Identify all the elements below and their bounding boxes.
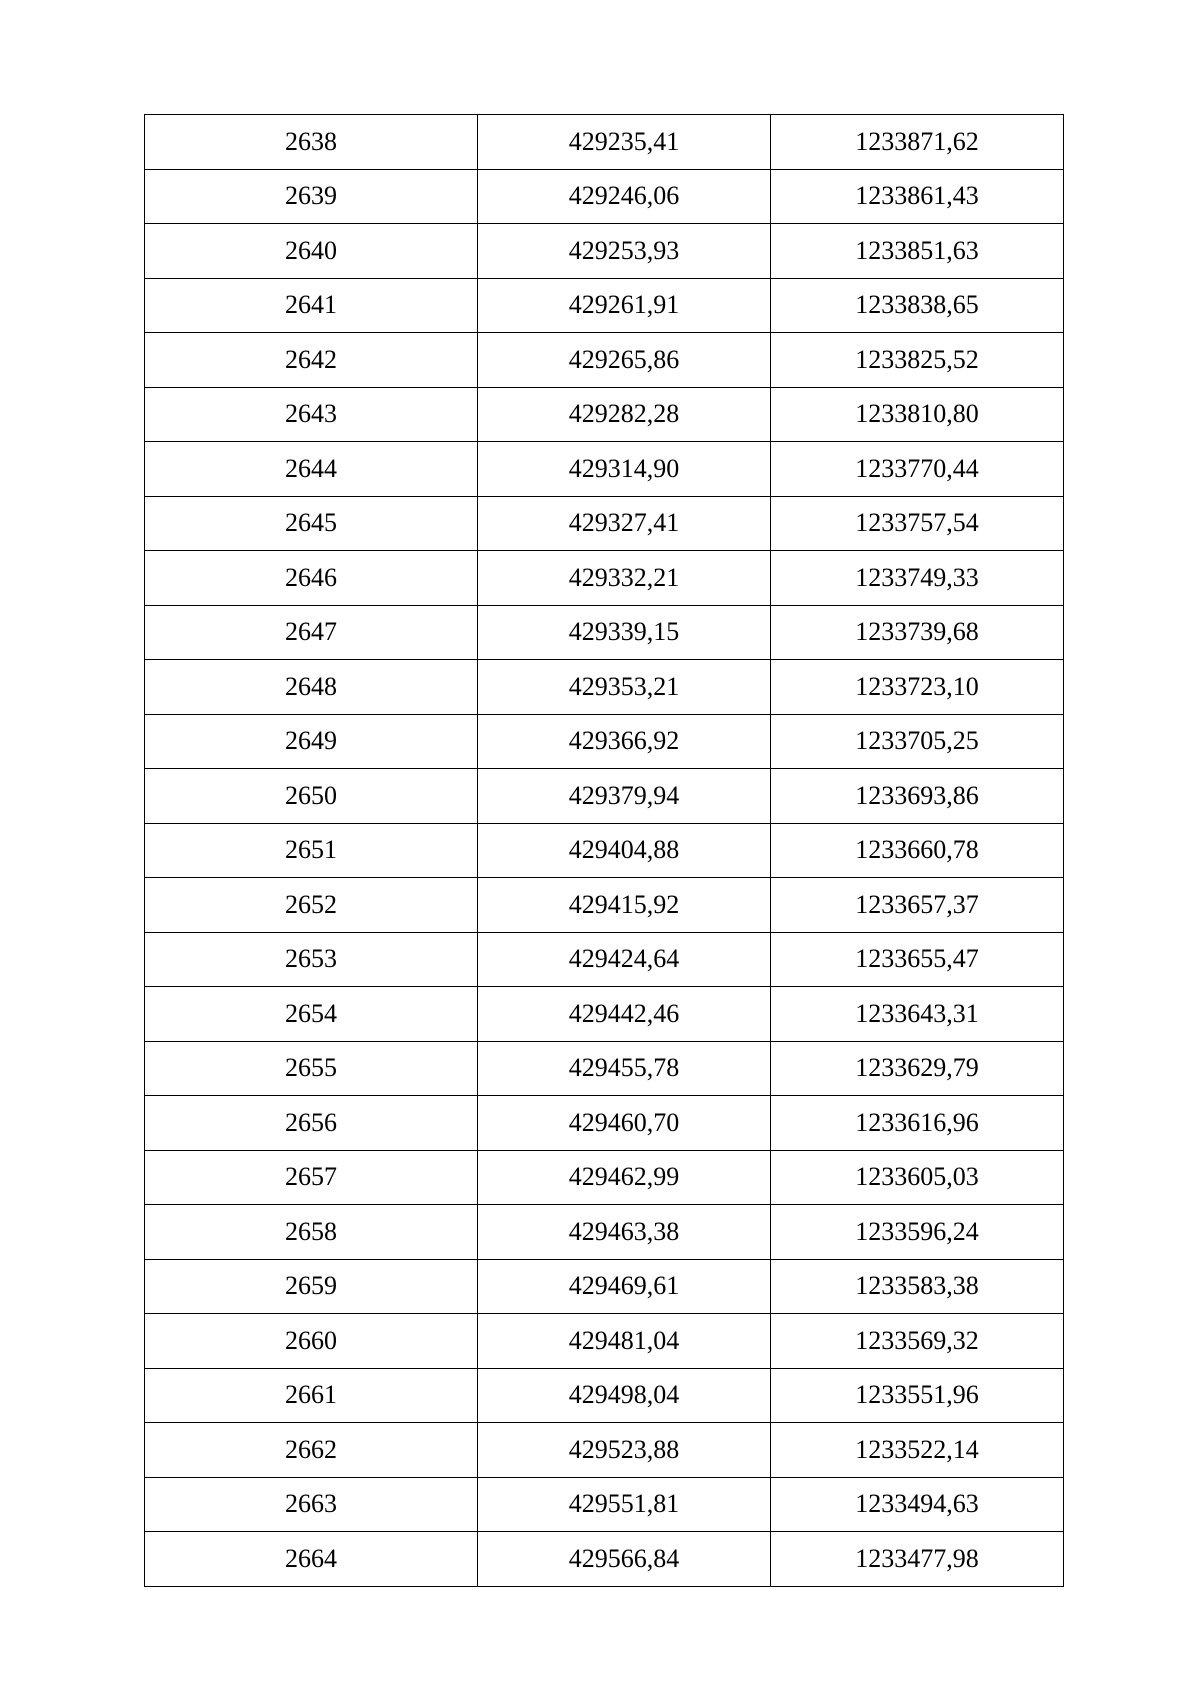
y-coordinate-cell: 1233851,63	[771, 224, 1064, 279]
y-coordinate-cell: 1233657,37	[771, 878, 1064, 933]
y-coordinate-cell: 1233522,14	[771, 1423, 1064, 1478]
point-number-cell: 2641	[145, 278, 478, 333]
y-coordinate-cell: 1233596,24	[771, 1205, 1064, 1260]
y-coordinate-cell: 1233749,33	[771, 551, 1064, 606]
x-coordinate-cell: 429314,90	[478, 442, 771, 497]
point-number-cell: 2661	[145, 1368, 478, 1423]
x-coordinate-cell: 429265,86	[478, 333, 771, 388]
y-coordinate-cell: 1233770,44	[771, 442, 1064, 497]
coordinates-table-body	[145, 115, 1064, 1587]
table-row	[145, 1096, 1064, 1151]
y-coordinate-cell: 1233551,96	[771, 1368, 1064, 1423]
x-coordinate-cell: 429463,38	[478, 1205, 771, 1260]
point-number-cell: 2655	[145, 1041, 478, 1096]
x-coordinate-cell: 429566,84	[478, 1532, 771, 1587]
x-coordinate-cell: 429455,78	[478, 1041, 771, 1096]
y-coordinate-cell: 1233569,32	[771, 1314, 1064, 1369]
y-coordinate-cell: 1233739,68	[771, 605, 1064, 660]
y-coordinate-cell: 1233861,43	[771, 169, 1064, 224]
coordinates-table	[144, 114, 1064, 1587]
table-row	[145, 496, 1064, 551]
table-row	[145, 1205, 1064, 1260]
y-coordinate-cell: 1233871,62	[771, 115, 1064, 170]
table-row	[145, 1532, 1064, 1587]
x-coordinate-cell: 429246,06	[478, 169, 771, 224]
point-number-cell: 2648	[145, 660, 478, 715]
table-row	[145, 605, 1064, 660]
x-coordinate-cell: 429404,88	[478, 823, 771, 878]
table-row	[145, 660, 1064, 715]
x-coordinate-cell: 429339,15	[478, 605, 771, 660]
y-coordinate-cell: 1233825,52	[771, 333, 1064, 388]
table-row	[145, 1477, 1064, 1532]
table-row	[145, 1150, 1064, 1205]
y-coordinate-cell: 1233705,25	[771, 714, 1064, 769]
point-number-cell: 2640	[145, 224, 478, 279]
y-coordinate-cell: 1233810,80	[771, 387, 1064, 442]
y-coordinate-cell: 1233583,38	[771, 1259, 1064, 1314]
x-coordinate-cell: 429460,70	[478, 1096, 771, 1151]
point-number-cell: 2662	[145, 1423, 478, 1478]
point-number-cell: 2644	[145, 442, 478, 497]
y-coordinate-cell: 1233477,98	[771, 1532, 1064, 1587]
table-row	[145, 224, 1064, 279]
table-row	[145, 169, 1064, 224]
point-number-cell: 2647	[145, 605, 478, 660]
y-coordinate-cell: 1233605,03	[771, 1150, 1064, 1205]
x-coordinate-cell: 429415,92	[478, 878, 771, 933]
point-number-cell: 2656	[145, 1096, 478, 1151]
x-coordinate-cell: 429353,21	[478, 660, 771, 715]
y-coordinate-cell: 1233838,65	[771, 278, 1064, 333]
point-number-cell: 2653	[145, 932, 478, 987]
table-row	[145, 987, 1064, 1042]
point-number-cell: 2664	[145, 1532, 478, 1587]
y-coordinate-cell: 1233757,54	[771, 496, 1064, 551]
x-coordinate-cell: 429261,91	[478, 278, 771, 333]
table-row	[145, 115, 1064, 170]
x-coordinate-cell: 429523,88	[478, 1423, 771, 1478]
x-coordinate-cell: 429366,92	[478, 714, 771, 769]
point-number-cell: 2638	[145, 115, 478, 170]
x-coordinate-cell: 429235,41	[478, 115, 771, 170]
table-row	[145, 878, 1064, 933]
x-coordinate-cell: 429424,64	[478, 932, 771, 987]
point-number-cell: 2663	[145, 1477, 478, 1532]
table-row	[145, 932, 1064, 987]
table-row	[145, 551, 1064, 606]
x-coordinate-cell: 429379,94	[478, 769, 771, 824]
table-row	[145, 333, 1064, 388]
point-number-cell: 2657	[145, 1150, 478, 1205]
point-number-cell: 2643	[145, 387, 478, 442]
point-number-cell: 2645	[145, 496, 478, 551]
table-row	[145, 1259, 1064, 1314]
x-coordinate-cell: 429498,04	[478, 1368, 771, 1423]
point-number-cell: 2660	[145, 1314, 478, 1369]
table-row	[145, 769, 1064, 824]
x-coordinate-cell: 429551,81	[478, 1477, 771, 1532]
point-number-cell: 2658	[145, 1205, 478, 1260]
table-row	[145, 1314, 1064, 1369]
x-coordinate-cell: 429442,46	[478, 987, 771, 1042]
y-coordinate-cell: 1233643,31	[771, 987, 1064, 1042]
point-number-cell: 2646	[145, 551, 478, 606]
y-coordinate-cell: 1233660,78	[771, 823, 1064, 878]
point-number-cell: 2652	[145, 878, 478, 933]
point-number-cell: 2649	[145, 714, 478, 769]
x-coordinate-cell: 429327,41	[478, 496, 771, 551]
y-coordinate-cell: 1233494,63	[771, 1477, 1064, 1532]
x-coordinate-cell: 429469,61	[478, 1259, 771, 1314]
x-coordinate-cell: 429462,99	[478, 1150, 771, 1205]
table-row	[145, 714, 1064, 769]
y-coordinate-cell: 1233629,79	[771, 1041, 1064, 1096]
x-coordinate-cell: 429481,04	[478, 1314, 771, 1369]
table-row	[145, 1041, 1064, 1096]
x-coordinate-cell: 429332,21	[478, 551, 771, 606]
y-coordinate-cell: 1233616,96	[771, 1096, 1064, 1151]
table-row	[145, 442, 1064, 497]
table-row	[145, 1368, 1064, 1423]
x-coordinate-cell: 429282,28	[478, 387, 771, 442]
y-coordinate-cell: 1233693,86	[771, 769, 1064, 824]
y-coordinate-cell: 1233655,47	[771, 932, 1064, 987]
point-number-cell: 2651	[145, 823, 478, 878]
table-row	[145, 278, 1064, 333]
point-number-cell: 2650	[145, 769, 478, 824]
point-number-cell: 2659	[145, 1259, 478, 1314]
point-number-cell: 2639	[145, 169, 478, 224]
table-row	[145, 1423, 1064, 1478]
x-coordinate-cell: 429253,93	[478, 224, 771, 279]
table-row	[145, 823, 1064, 878]
table-row	[145, 387, 1064, 442]
point-number-cell: 2642	[145, 333, 478, 388]
point-number-cell: 2654	[145, 987, 478, 1042]
y-coordinate-cell: 1233723,10	[771, 660, 1064, 715]
